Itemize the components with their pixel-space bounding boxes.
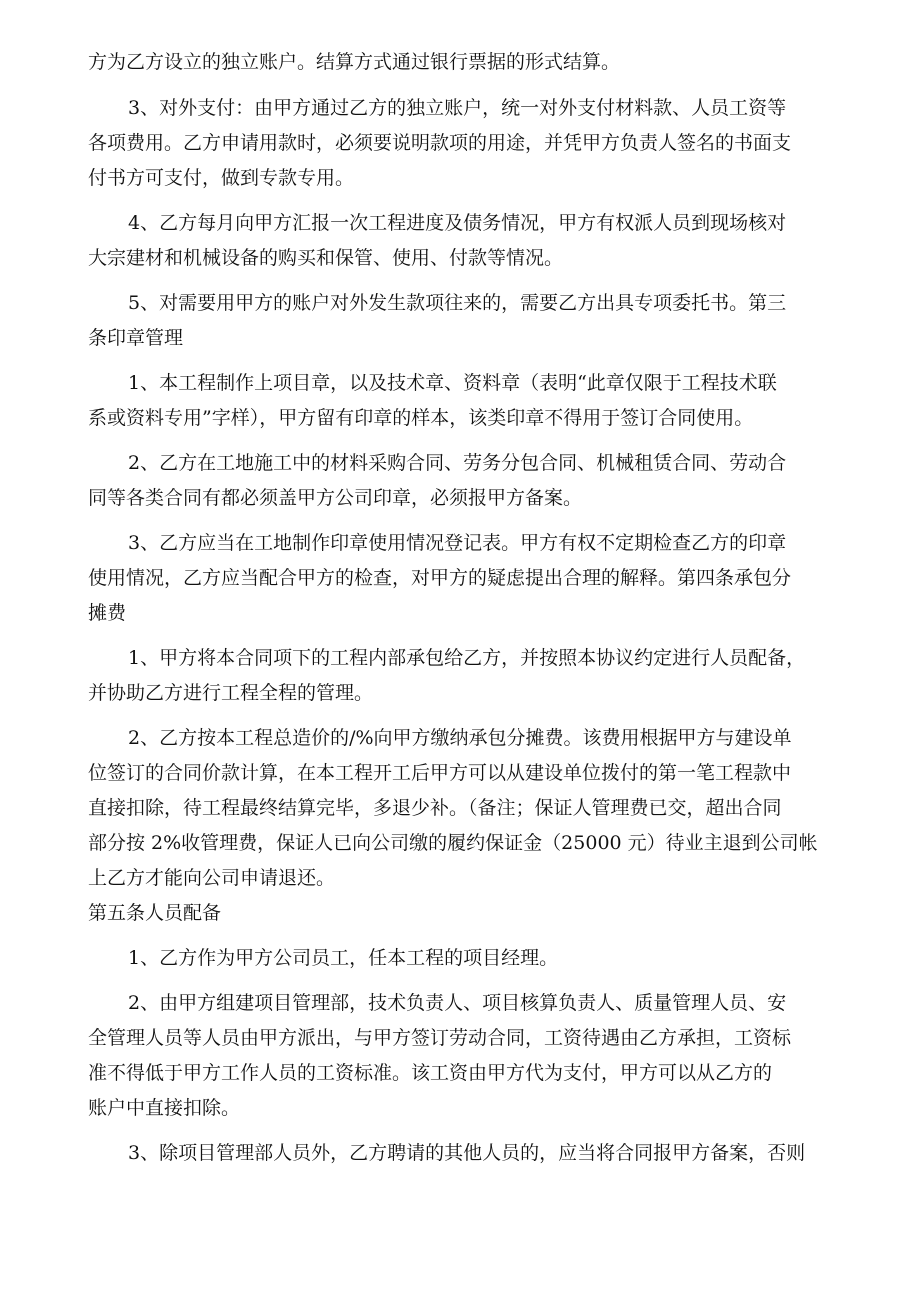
text-line: 直接扣除，待工程最终结算完毕，多退少补。（备注；保证人管理费已交，超出合同 [88,797,782,819]
text-line: 账户中直接扣除。 [88,1097,241,1119]
text-line: 同等各类合同有都必须盖甲方公司印章，必须报甲方备案。 [88,487,583,509]
text-line: 1、乙方作为甲方公司员工，任本工程的项目经理。 [128,947,559,969]
text-line: 上乙方才能向公司申请退还。 [88,867,336,889]
text-line: 4、乙方每月向甲方汇报一次工程进度及债务情况，甲方有权派人员到现场核对 [128,212,787,234]
text-line: 3、乙方应当在工地制作印章使用情况登记表。甲方有权不定期检查乙方的印章 [128,532,787,554]
text-line: 全管理人员等人员由甲方派出，与甲方签订劳动合同，工资待遇由乙方承担，工资标 [88,1027,792,1049]
text-line: 3、除项目管理部人员外，乙方聘请的其他人员的，应当将合同报甲方备案，否则 [128,1142,806,1164]
text-line: 2、乙方按本工程总造价的/%向甲方缴纳承包分摊费。该费用根据甲方与建设单 [128,727,792,749]
text-line: 方为乙方设立的独立账户。结算方式通过银行票据的形式结算。 [88,51,621,73]
text-line: 位签订的合同价款计算，在本工程开工后甲方可以从建设单位拨付的第一笔工程款中 [88,762,792,784]
text-line: 摊费 [88,602,127,624]
text-line: 2、乙方在工地施工中的材料采购合同、劳务分包合同、机械租赁合同、劳动合 [128,452,787,474]
text-line: 准不得低于甲方工作人员的工资标准。该工资由甲方代为支付，甲方可以从乙方的 [88,1062,773,1084]
text-line: 使用情况，乙方应当配合甲方的检查，对甲方的疑虑提出合理的解释。第四条承包分 [88,567,792,589]
text-line: 并协助乙方进行工程全程的管理。 [88,682,374,704]
text-line: 大宗建材和机械设备的购买和保管、使用、付款等情况。 [88,247,564,269]
text-line: 部分按 2%收管理费，保证人已向公司缴的履约保证金（25000 元）待业主退到公司帐 [88,832,818,854]
text-line: 5、对需要用甲方的账户对外发生款项往来的，需要乙方出具专项委托书。第三 [128,292,787,314]
text-line: 1、甲方将本合同项下的工程内部承包给乙方，并按照本协议约定进行人员配备， [128,647,806,669]
text-line: 1、本工程制作上项目章，以及技术章、资料章（表明“此章仅限于工程技术联 [128,372,777,394]
text-line: 付书方可支付，做到专款专用。 [88,167,355,189]
section-heading: 第五条人员配备 [88,902,222,924]
text-line: 3、对外支付：由甲方通过乙方的独立账户，统一对外支付材料款、人员工资等 [128,97,787,119]
text-line: 2、由甲方组建项目管理部，技术负责人、项目核算负责人、质量管理人员、安 [128,992,787,1014]
text-line: 条印章管理 [88,327,184,349]
text-line: 系或资料专用”字样），甲方留有印章的样本，该类印章不得用于签订合同使用。 [88,407,754,429]
text-line: 各项费用。乙方申请用款时，必须要说明款项的用途，并凭甲方负责人签名的书面支 [88,132,792,154]
